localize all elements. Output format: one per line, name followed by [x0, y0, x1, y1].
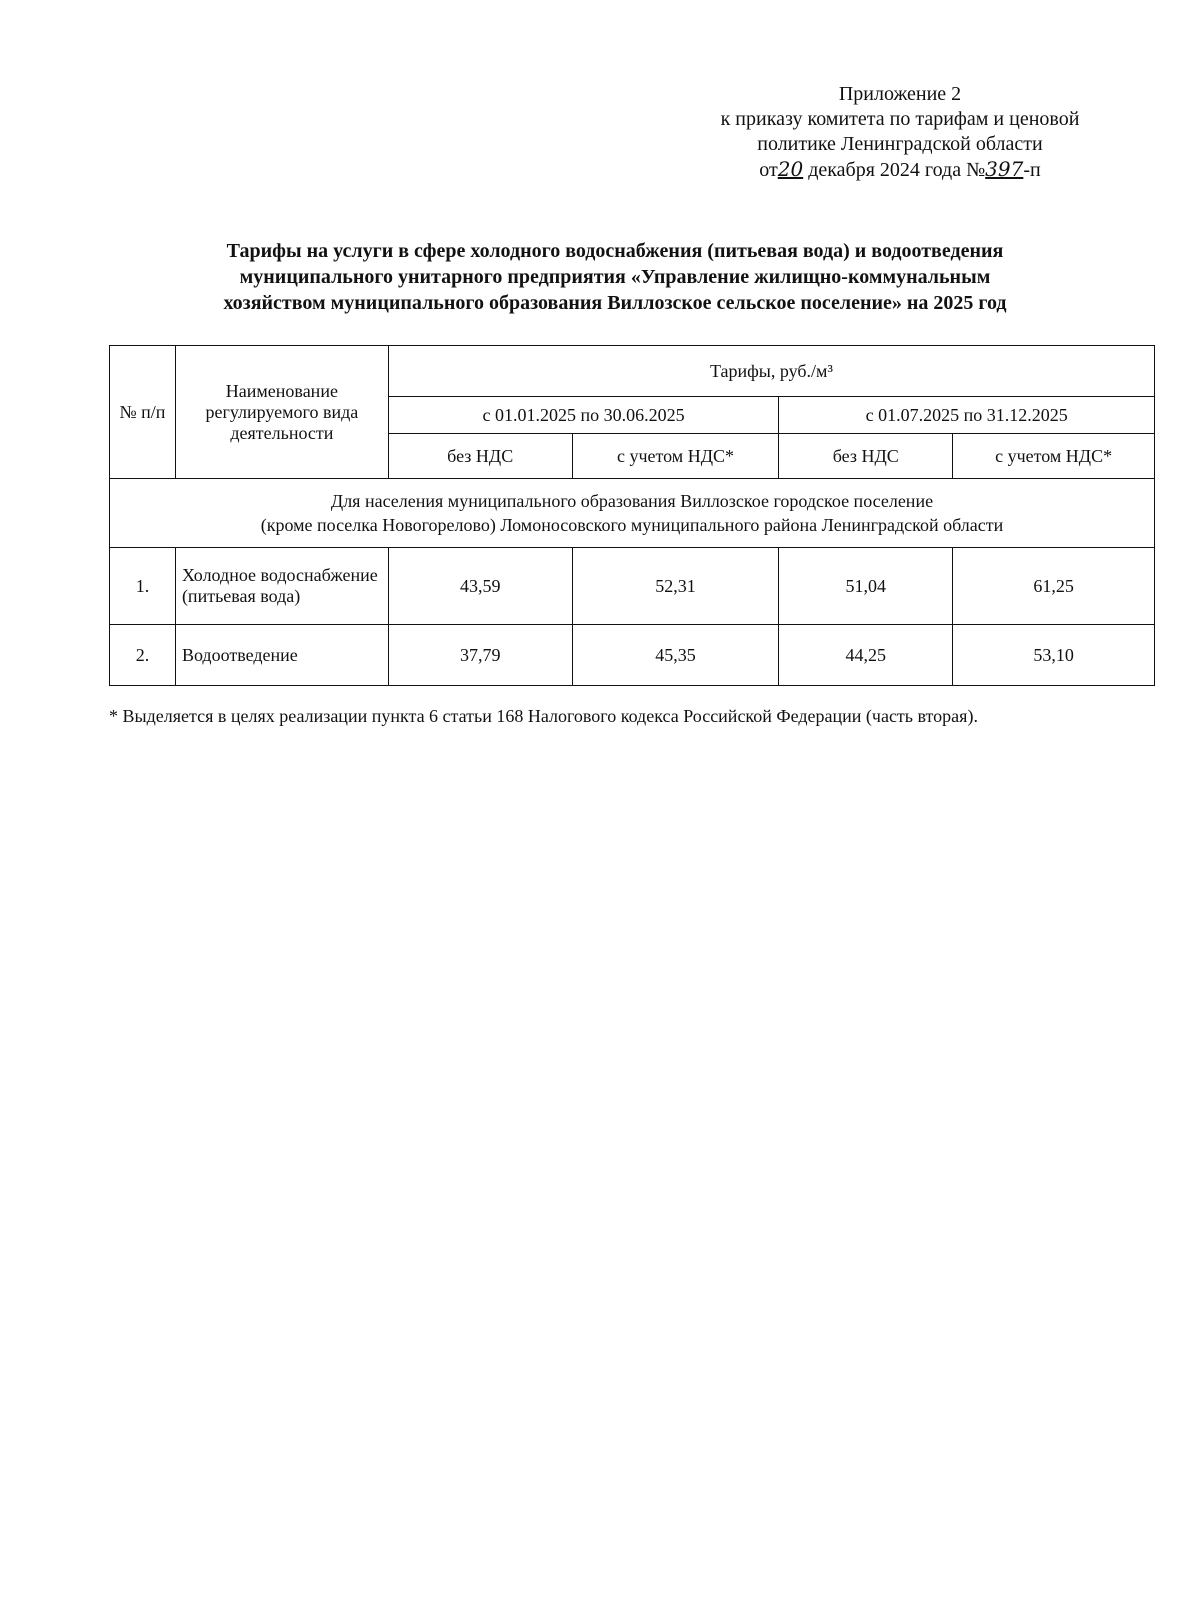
section-caption — [110, 479, 1155, 548]
header-period-2: с 01.07.2025 по 31.12.2025 — [779, 397, 1155, 434]
row-p2-with-vat: 61,25 — [953, 548, 1155, 625]
row-p1-no-vat: 37,79 — [388, 625, 572, 686]
header-p2-no-vat: без НДС — [779, 434, 953, 479]
table-header-row — [110, 346, 1155, 397]
header-p1-no-vat: без НДС — [388, 434, 572, 479]
appendix-header — [640, 82, 1160, 183]
footnote: * Выделяется в целях реализации пункта 6 статьи 168 Налогового кодекса Российской Федерации (часть вторая). — [109, 706, 978, 726]
header-number: № п/п — [110, 346, 176, 479]
appendix-date-line — [640, 157, 1160, 183]
appendix-committee-line: политике Ленинградской области — [757, 133, 1043, 155]
row-number: 1. — [110, 548, 176, 625]
tariff-table — [109, 345, 1155, 686]
header-tariffs: Тарифы, руб./м³ — [388, 346, 1154, 397]
header-period-1: с 01.01.2025 по 30.06.2025 — [388, 397, 779, 434]
section-line-1: Для населения муниципального образования Виллозское городское поселение — [330, 491, 934, 511]
header-activity-name: Наименование регулируемого вида деятельности — [175, 346, 388, 479]
header-p1-with-vat: с учетом НДС* — [572, 434, 779, 479]
handwritten-number: 397 — [985, 157, 1024, 181]
row-activity-name: Холодное водоснабжение (питьевая вода) — [175, 548, 388, 625]
row-p1-with-vat: 45,35 — [572, 625, 779, 686]
table-row — [110, 625, 1155, 686]
date-suffix: -п — [1023, 159, 1041, 181]
row-activity-name: Водоотведение — [175, 625, 388, 686]
title-line-2: муниципального унитарного предприятия «Управление жилищно-коммунальным — [239, 266, 991, 288]
header-p2-with-vat: с учетом НДС* — [953, 434, 1155, 479]
date-middle: декабря 2024 года № — [803, 159, 986, 181]
handwritten-day: 20 — [777, 157, 804, 181]
row-p2-no-vat: 44,25 — [779, 625, 953, 686]
title-line-3: хозяйством муниципального образования Виллозское сельское поселение» на 2025 год — [223, 292, 1007, 314]
section-row — [110, 479, 1155, 548]
row-p2-with-vat: 53,10 — [953, 625, 1155, 686]
row-p2-no-vat: 51,04 — [779, 548, 953, 625]
row-p1-with-vat: 52,31 — [572, 548, 779, 625]
document-title — [100, 238, 1130, 316]
appendix-title: Приложение 2 — [838, 83, 962, 105]
appendix-order-line: к приказу комитета по тарифам и ценовой — [720, 108, 1080, 130]
title-line-1: Тарифы на услуги в сфере холодного водоснабжения (питьевая вода) и водоотведения — [226, 240, 1004, 262]
table-row — [110, 548, 1155, 625]
row-p1-no-vat: 43,59 — [388, 548, 572, 625]
row-number: 2. — [110, 625, 176, 686]
date-prefix: от — [759, 159, 778, 181]
section-line-2: (кроме поселка Новогорелово) Ломоносовского муниципального района Ленинградской области — [260, 515, 1004, 535]
